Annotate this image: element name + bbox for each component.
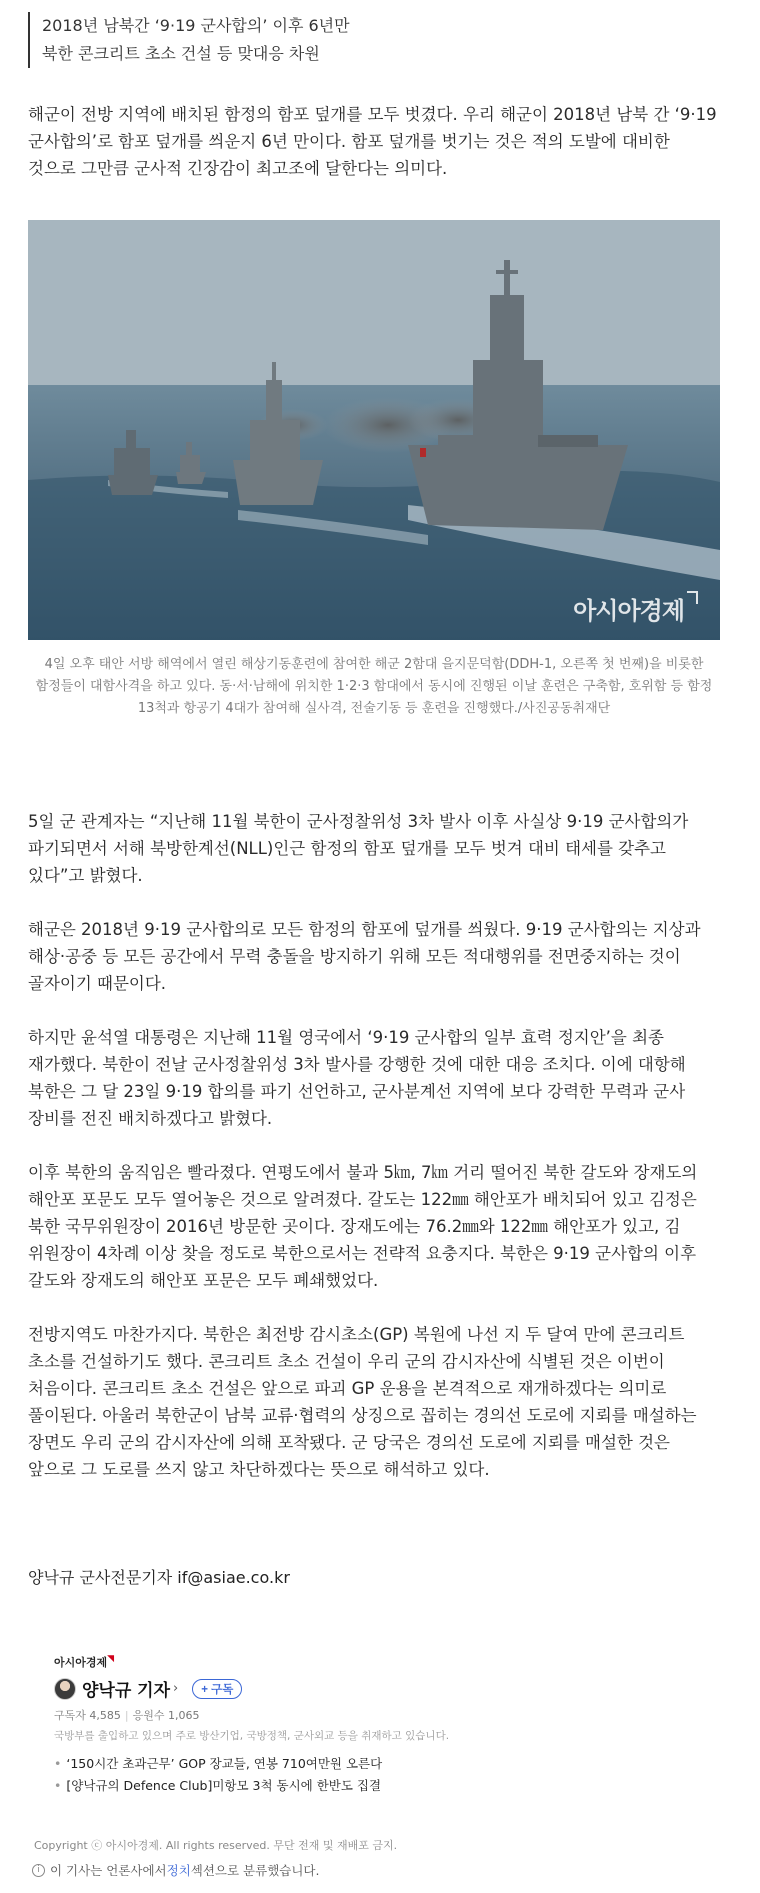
watermark-text: 아시아경제: [573, 597, 684, 625]
section-classification: [32, 1861, 760, 1879]
body-paragraph-5: 전방지역도 마찬가지다. 북한은 최전방 감시초소(GP) 복원에 나선 지 두 달여 만에 콘크리트 초소를 건설하기도 했다. 콘크리트 초소 건설이 우리 군의 감시자산에 식별된 것은 이번이 처음이다. 콘크리트 초소 건설은 앞으로 파괴 GP 운용을 본격적으로 재개하겠다는 의미로 풀이된다. 아울러 북한군이 남북 교류·협력의 상징으로 꼽히는 경의선 도로에 지뢰를 매설하는 장면도 우리 군의 감시자산에 의해 포착됐다. 군 당국은 경의선 도로에 지뢰를 매설한 것은 앞으로 그 도로를 쓰지 않고 차단하겠다는 뜻으로 해석하고 있다.: [28, 1325, 697, 1479]
photo-watermark: [573, 591, 698, 626]
article-photo[interactable]: [28, 220, 720, 640]
body-paragraph-4: 이후 북한의 움직임은 빨라졌다. 연평도에서 불과 5㎞, 7㎞ 거리 떨어진 북한 갈도와 장재도의 해안포 포문도 모두 열어놓은 것으로 알려졌다. 갈도는 122㎜ 해안포가 배치되어 있고 김정은 북한 국무위원장이 2016년 방문한 곳이다. 장재도에는 76.2㎜와 122㎜ 해안포가 있고, 김 위원장이 4차례 이상 찾을 정도로 북한으로서는 전략적 요충지다. 북한은 9·19 군사합의 이후 갈도와 장재도의 해안포 포문은 모두 폐쇄했었다.: [28, 1163, 698, 1290]
press-logo[interactable]: [54, 1654, 694, 1670]
subtitle-line-1: 2018년 남북간 ‘9·19 군사합의’ 이후 6년만: [42, 16, 350, 35]
bullet-icon: •: [54, 1756, 62, 1771]
reporter-name-link[interactable]: 양낙규 기자: [82, 1681, 171, 1701]
byline: 양낙규 군사전문기자 if@asiae.co.kr: [28, 1568, 290, 1587]
classify-prefix: 이 기사는 언론사에서: [50, 1863, 167, 1878]
related-article-title: ‘150시간 초과근무’ GOP 장교들, 연봉 710여만원 오른다: [66, 1756, 383, 1771]
section-link-politics[interactable]: 정치: [166, 1863, 191, 1878]
subscribe-button[interactable]: + 구독: [192, 1679, 242, 1699]
press-name: 아시아경제: [54, 1656, 108, 1669]
article-page: [0, 12, 760, 1893]
info-icon: i: [32, 1864, 45, 1877]
watermark-mark-icon: [687, 591, 698, 604]
bullet-icon: •: [54, 1778, 62, 1793]
support-count: 응원수 1,065: [132, 1709, 200, 1722]
related-article-title: [양낙규의 Defence Club]미항모 3척 동시에 한반도 집결: [66, 1778, 382, 1793]
reporter-avatar[interactable]: [54, 1678, 76, 1700]
chevron-right-icon[interactable]: ›: [173, 1681, 179, 1696]
article-subtitle: [28, 12, 760, 68]
stats-divider: |: [124, 1709, 129, 1722]
body-paragraph-2: 해군은 2018년 9·19 군사합의로 모든 함정의 함포에 덮개를 씌웠다. 9·19 군사합의는 지상과 해상·공중 등 모든 공간에서 무력 충돌을 방지하기 위해 모든 적대행위를 전면중지하는 것이 골자이기 때문이다.: [28, 920, 701, 993]
body-paragraph-3: 하지만 윤석열 대통령은 지난해 11월 영국에서 ‘9·19 군사합의 일부 효력 정지안’을 최종 재가했다. 북한이 전날 군사정찰위성 3차 발사를 강행한 것에 대한 대응 조치다. 이에 대항해 북한은 그 달 23일 9·19 합의를 파기 선언하고, 군사분계선 지역에 보다 강력한 무력과 군사 장비를 전진 배치하겠다고 밝혔다.: [28, 1028, 686, 1128]
classify-suffix: 섹션으로 분류했습니다.: [190, 1863, 320, 1878]
ships-illustration: [28, 220, 720, 640]
lead-paragraph: 해군이 전방 지역에 배치된 함정의 함포 덮개를 모두 벗겼다. 우리 해군이 2018년 남북 간 ‘9·19 군사합의’로 함포 덮개를 씌운지 6년 만이다. 함포 덮개를 벗기는 것은 적의 도발에 대비한 것으로 그만큼 군사적 긴장감이 최고조에 달한다는 의미다.: [28, 105, 717, 178]
related-article-2[interactable]: [54, 1775, 694, 1797]
body-paragraph-1: 5일 군 관계자는 “지난해 11월 북한이 군사정찰위성 3차 발사 이후 사실상 9·19 군사합의가 파기되면서 서해 북방한계선(NLL)인근 함정의 함포 덮개를 모두 벗겨 대비 태세를 갖추고 있다”고 밝혔다.: [28, 812, 689, 885]
reporter-description: 국방부를 출입하고 있으며 주로 방산기업, 국방정책, 군사외교 등을 취재하고 있습니다.: [54, 1730, 450, 1742]
subscriber-count: 구독자 4,585: [54, 1709, 121, 1722]
related-articles: [54, 1753, 694, 1797]
photo-caption: 4일 오후 태안 서방 해역에서 열린 해상기동훈련에 참여한 해군 2함대 을지문덕함(DDH-1, 오른쪽 첫 번째)을 비롯한 함정들이 대함사격을 하고 있다. 동·서·남해에 위치한 1·2·3 함대에서 동시에 진행된 이날 훈련은 구축함, 호위함 등 함정 13척과 항공기 4대가 참여해 실사격, 전술기동 등 훈련을 진행했다./사진공동취재단: [35, 657, 713, 716]
press-mark-icon: ◥: [107, 1654, 115, 1664]
reporter-stats: [54, 1707, 694, 1723]
copyright-notice: Copyright ⓒ 아시아경제. All rights reserved. 무단 전재 및 재배포 금지.: [34, 1839, 398, 1852]
subtitle-line-2: 북한 콘크리트 초소 건설 등 맞대응 차원: [42, 44, 320, 63]
related-article-1[interactable]: [54, 1753, 694, 1775]
reporter-name-row: [54, 1676, 694, 1701]
reporter-card: [54, 1654, 694, 1797]
